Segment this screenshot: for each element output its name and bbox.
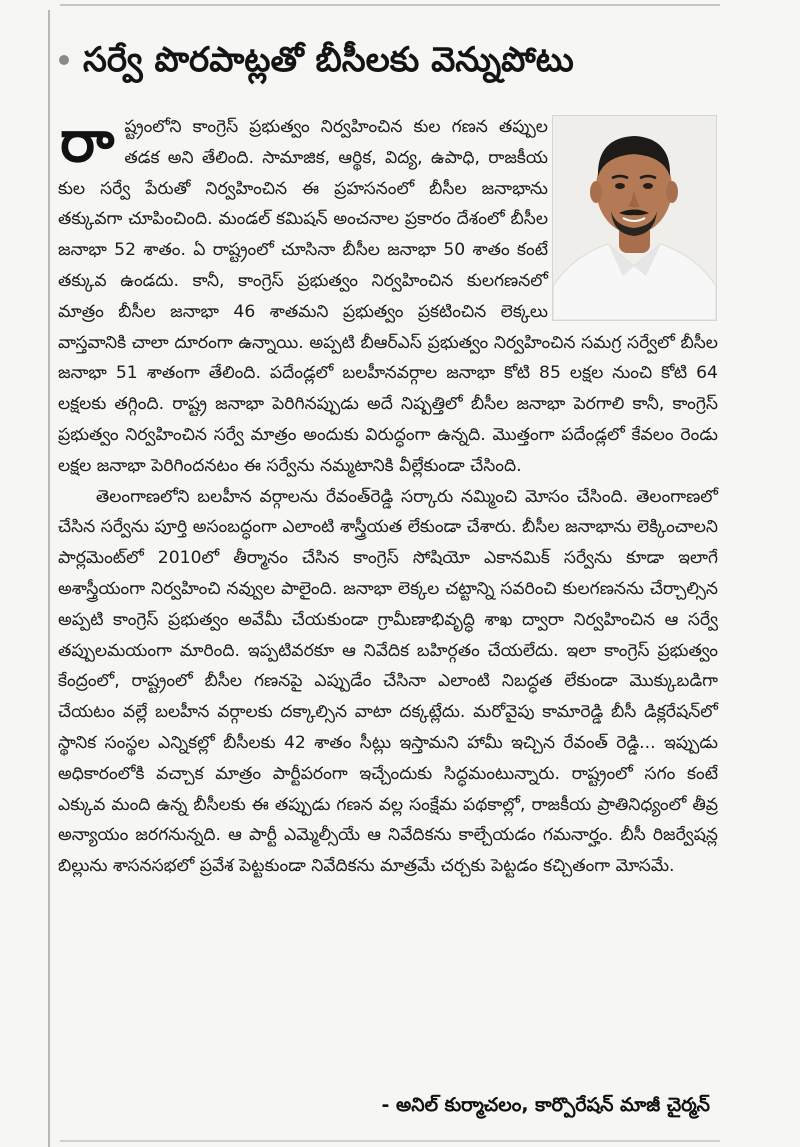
top-divider — [60, 4, 720, 6]
bottom-divider — [60, 1140, 720, 1142]
paragraph-2: తెలంగాణలోని బలహీన వర్గాలను రేవంత్‌రెడ్డి సర్కారు నమ్మించి మోసం చేసింది. తెలంగాణలో చేసిన సర్వేను పూర్తి అసంబద్ధంగా ఎలాంటి శాస్త్రీయత లేకుండా చేశారు. బీసీల జనాభాను లెక్కించాలని పార్లమెంట్‌లో 2010లో తీర్మానం చేసిన కాంగ్రెస్ సోషియో ఎకానమిక్ సర్వేను కూడా ఇలాగే అశాస్త్రీయంగా నిర్వహించి నవ్వుల పాలైంది. జనాభా లెక్కల చట్టాన్ని సవరించి కులగణనను చేర్చాల్సిన అప్పటి కాంగ్రెస్ ప్రభుత్వం అవేమీ చేయకుండా గ్రామీణాభివృద్ధి శాఖ ద్వారా నిర్వహించిన ఆ సర్వే తప్పులమయంగా మారింది. ఇప్పటివరకూ ఆ నివేదిక బహిర్గతం చేయలేదు. ఇలా కాంగ్రెస్ ప్రభుత్వం కేంద్రంలో, రాష్ట్రంలో బీసీల గణనపై ఎప్పుడేం చేసినా ఎలాంటి నిబద్ధత లేకుండా మొక్కుబడిగా చేయటం వల్లే బలహీన వర్గాలకు దక్కాల్సిన వాటా దక్కట్లేదు. మరోవైపు కామారెడ్డి బీసీ డిక్లరేషన్‌లో స్థానిక సంస్థల ఎన్నికల్లో బీసీలకు 42 శాతం సీట్లు ఇస్తామని హామీ ఇచ్చిన రేవంత్ రెడ్డి... ఇప్పుడు అధికారంలోకి వచ్చాక మాత్రం పార్టీపరంగా ఇచ్చేందుకు సిద్ధమంటున్నారు. రాష్ట్రంలో సగం కంటే ఎక్కువ మంది ఉన్న బీసీలకు ఈ తప్పుడు గణన వల్ల సంక్షేమ పథకాల్లో, రాజకీయ ప్రాతినిధ్యంలో తీవ్ర అన్యాయం జరగనున్నది. ఆ పార్టీ ఎమ్మెల్సీయే ఆ నివేదికను కాల్చేయడం గమనార్హం. బీసీ రిజర్వేషన్ల బిల్లును శాసనసభలో ప్రవేశ పెట్టకుండా నివేదికను మాత్రమే చర్చకు పెట్టడం కచ్చితంగా మోసమే. — [58, 486, 718, 877]
headline-row — [55, 30, 755, 90]
article-body — [58, 107, 718, 1087]
dropcap: రా — [60, 107, 115, 175]
headline: సర్వే పొరపాట్లతో బీసీలకు వెన్నుపోటు — [83, 40, 574, 80]
author-signature: - అనిల్ కుర్మాచలం, కార్పొరేషన్ మాజీ చైర్మన్ — [381, 1094, 710, 1116]
photo-spacer — [548, 112, 718, 322]
column-divider — [48, 10, 50, 1147]
paragraph-1-text: ష్ట్రంలోని కాంగ్రెస్ ప్రభుత్వం నిర్వహించిన కుల గణన తప్పుల తడక అని తేలింది. సామాజిక, ఆర్థిక, విద్య, ఉపాధి, రాజకీయ కుల సర్వే పేరుతో నిర్వహించిన ఈ ప్రహసనంలో బీసీల జనాభాను తక్కువగా చూపించింది. మండల్ కమిషన్ అంచనాల ప్రకారం దేశంలో బీసీల జనాభా 52 శాతం. ఏ రాష్ట్రంలో చూసినా బీసీల జనాభా 50 శాతం కంటే తక్కువ ఉండదు. కానీ, కాంగ్రెస్ ప్రభుత్వం నిర్వహించిన కులగణనలో మాత్రం బీసీల జనాభా 46 శాతమని ప్రభుత్వం ప్రకటించిన లెక్కలు వాస్తవానికి చాలా దూరంగా ఉన్నాయి. అప్పటి బీఆర్ఎస్ ప్రభుత్వం నిర్వహించిన సమగ్ర సర్వేలో బీసీల జనాభా 51 శాతంగా తేలింది. పదేండ్లలో బలహీనవర్గాల జనాభా కోటి 85 లక్షల నుంచి కోటి 64 లక్షలకు తగ్గింది. రాష్ట్ర జనాభా పెరిగినప్పుడు అదే నిష్పత్తిలో బీసీల జనాభా పెరగాలి కానీ, కాంగ్రెస్ ప్రభుత్వం నిర్వహించిన సర్వే మాత్రం అందుకు విరుద్ధంగా ఉన్నది. మొత్తంగా పదేండ్లలో కేవలం రెండు లక్షల జనాభా పెరిగిందనటం ఈ సర్వేను నమ్మటానికి వీల్లేకుండా చేసింది. — [58, 117, 718, 476]
bullet-icon — [59, 55, 69, 65]
